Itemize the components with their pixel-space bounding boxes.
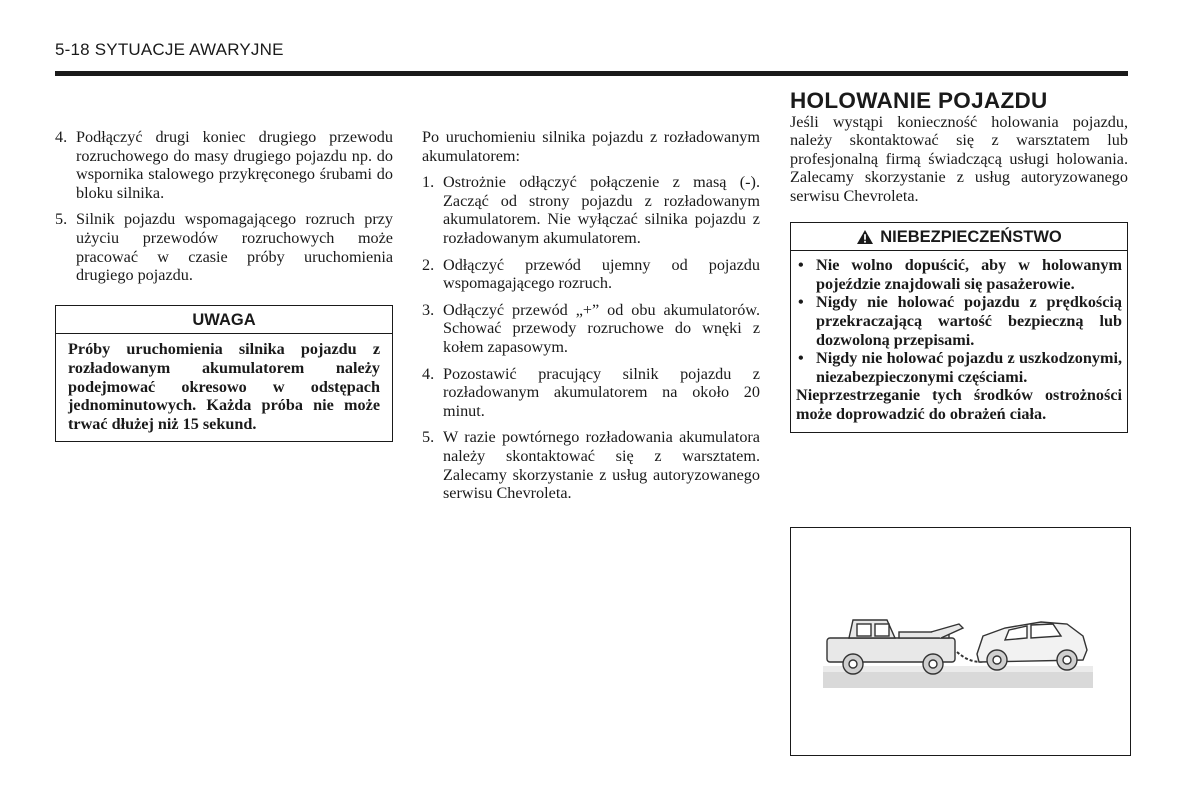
tow-truck-and-car-drawing bbox=[791, 528, 1129, 754]
list-item-number: 4. bbox=[422, 364, 435, 383]
list-item-text: Nigdy nie holować pojazdu z prędkością przekraczającą wartość bezpieczną lub dozwoloną przepisami. bbox=[816, 293, 1122, 349]
list-item-text: Odłączyć przewód „+” od obu akumulatorów. Schować przewody rozruchowe do wnęki z kołem zapasowym. bbox=[443, 300, 760, 356]
bullet-icon: • bbox=[798, 293, 804, 312]
list-item-number: 2. bbox=[422, 255, 435, 274]
list-item-text: Pozostawić pracujący silnik pojazdu z rozładowanym akumulatorem na około 20 minut. bbox=[443, 364, 760, 420]
note-box bbox=[55, 305, 393, 443]
warning-triangle-icon bbox=[856, 229, 874, 245]
header-rule bbox=[55, 71, 1128, 76]
tow-truck bbox=[827, 620, 963, 674]
list-item bbox=[422, 173, 760, 247]
section-heading: HOLOWANIE POJAZDU bbox=[790, 88, 1048, 113]
list-item-text: W razie powtórnego rozładowania akumulatora należy skontaktować się z warsztatem. Zalecamy skorzystanie z usług autoryzowanego serwisu Chevroleta. bbox=[443, 428, 760, 503]
disconnect-steps-list bbox=[422, 173, 760, 503]
danger-body bbox=[791, 251, 1127, 431]
ground-line bbox=[823, 666, 1093, 672]
list-item-number: 4. bbox=[55, 128, 68, 146]
towed-car bbox=[977, 622, 1087, 670]
note-body: Próby uruchomienia silnika pojazdu z rozładowanym akumulatorem należy podejmować okresowo w odstępach jednominutowych. Każda próba nie może trwać dłużej niż 15 sekund. bbox=[68, 340, 380, 433]
list-item-text: Nie wolno dopuścić, aby w holowanym pojeździe znajdowali się pasażerowie. bbox=[816, 256, 1122, 293]
list-item-number: 5. bbox=[55, 210, 68, 229]
list-item-number: 5. bbox=[422, 428, 435, 447]
bullet-icon: • bbox=[798, 256, 804, 275]
list-item bbox=[796, 256, 1122, 293]
list-item-text: Nigdy nie holować pojazdu z uszkodzonymi, niezabezpieczonymi częściami. bbox=[816, 349, 1122, 386]
column-1 bbox=[55, 128, 393, 442]
list-item-text: Ostrożnie odłączyć połączenie z masą (-). Zacząć od strony pojazdu z rozładowanym akumulatorem. Nie wyłączać silnika pojazdu z rozładowanym akumulatorem. bbox=[443, 173, 760, 247]
jump-start-steps-list bbox=[55, 128, 393, 285]
list-item bbox=[55, 128, 393, 202]
intro-paragraph: Po uruchomieniu silnika pojazdu z rozładowanym akumulatorem: bbox=[422, 128, 760, 165]
list-item bbox=[796, 293, 1122, 349]
list-item-number: 1. bbox=[422, 173, 435, 192]
list-item bbox=[422, 256, 760, 293]
list-item-text: Podłączyć drugi koniec drugiego przewodu rozruchowego do masy drugiego pojazdu np. do wspornika stalowego przykręconego śrubami do bloku silnika. bbox=[76, 128, 393, 202]
list-item bbox=[796, 349, 1122, 386]
list-item-text: Silnik pojazdu wspomagającego rozruch przy użyciu przewodów rozruchowych może pracować w czasie próby uruchomienia drugiego pojazdu. bbox=[76, 210, 393, 285]
page-header: 5-18 SYTUACJE AWARYJNE bbox=[55, 40, 284, 59]
bullet-icon: • bbox=[798, 349, 804, 368]
towing-intro: Jeśli wystąpi konieczność holowania pojazdu, należy skontaktować się z warsztatem lub profesjonalną firmą świadczącą usługi holowania. Zalecamy skorzystanie z usług autoryzowanego serwisu Chevroleta. bbox=[790, 112, 1128, 205]
danger-box bbox=[790, 222, 1128, 433]
list-item bbox=[422, 301, 760, 357]
list-item-number: 3. bbox=[422, 300, 435, 319]
ground-shadow bbox=[823, 670, 1093, 688]
danger-footer: Nieprzestrzeganie tych środków ostrożności może doprowadzić do obrażeń ciała. bbox=[796, 386, 1122, 423]
danger-list bbox=[796, 256, 1122, 386]
danger-title: NIEBEZPIECZEŃSTWO bbox=[880, 227, 1062, 246]
note-title: UWAGA bbox=[56, 306, 392, 335]
column-3 bbox=[790, 88, 1128, 433]
list-item bbox=[55, 210, 393, 284]
danger-title-row bbox=[791, 223, 1127, 252]
list-item-text: Odłączyć przewód ujemny od pojazdu wspomagającego rozruch. bbox=[443, 255, 760, 293]
towing-illustration bbox=[790, 527, 1131, 756]
column-2 bbox=[422, 128, 760, 511]
list-item bbox=[422, 428, 760, 502]
list-item bbox=[422, 365, 760, 421]
